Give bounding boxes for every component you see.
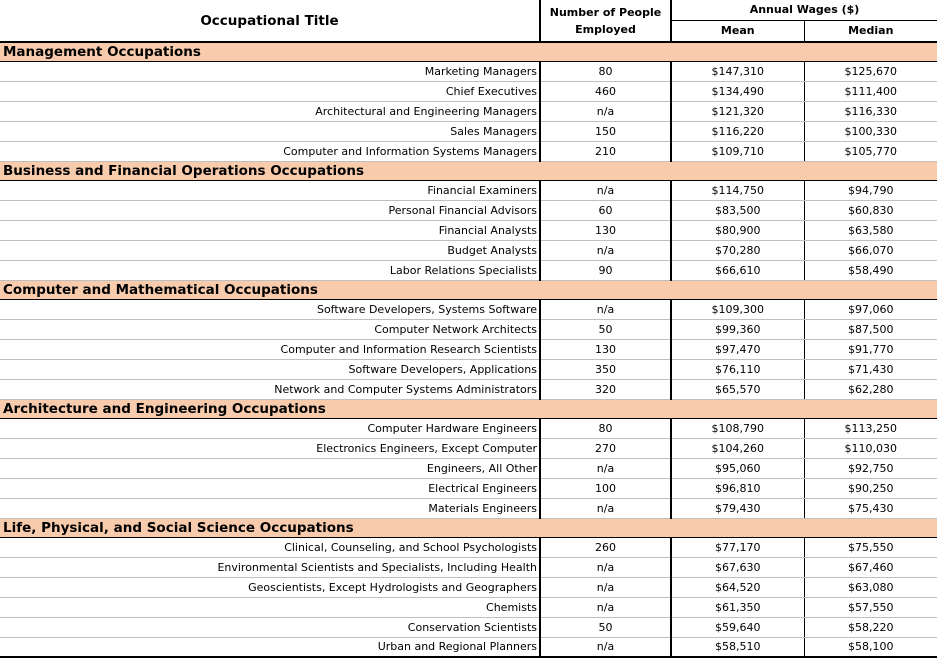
occupation-cell: Computer and Information Systems Managers <box>0 141 540 161</box>
table-row <box>0 339 937 359</box>
employed-cell: n/a <box>540 458 671 478</box>
table-row <box>0 299 937 319</box>
mean-wage-cell: $134,490 <box>671 81 804 101</box>
table-row <box>0 121 937 141</box>
category-label: Computer and Mathematical Occupations <box>0 280 937 299</box>
mean-wage-cell: $108,790 <box>671 418 804 438</box>
mean-wage-cell: $76,110 <box>671 359 804 379</box>
median-wage-cell: $113,250 <box>804 418 937 438</box>
column-header-occupational-title: Occupational Title <box>0 0 540 42</box>
occupation-cell: Network and Computer Systems Administrators <box>0 379 540 399</box>
employed-cell: 50 <box>540 319 671 339</box>
occupation-cell: Financial Examiners <box>0 180 540 200</box>
employed-cell: 130 <box>540 220 671 240</box>
median-wage-cell: $91,770 <box>804 339 937 359</box>
table-row <box>0 359 937 379</box>
median-wage-cell: $58,490 <box>804 260 937 280</box>
table-row <box>0 617 937 637</box>
occupation-cell: Conservation Scientists <box>0 617 540 637</box>
category-label: Architecture and Engineering Occupations <box>0 399 937 418</box>
occupation-cell: Environmental Scientists and Specialists, Including Health <box>0 557 540 577</box>
column-header-annual-wages: Annual Wages ($) <box>671 0 937 20</box>
category-label: Life, Physical, and Social Science Occupations <box>0 518 937 537</box>
employed-cell: 90 <box>540 260 671 280</box>
mean-wage-cell: $99,360 <box>671 319 804 339</box>
table-row <box>0 220 937 240</box>
mean-wage-cell: $70,280 <box>671 240 804 260</box>
mean-wage-cell: $77,170 <box>671 537 804 557</box>
mean-wage-cell: $97,470 <box>671 339 804 359</box>
occupation-cell: Software Developers, Applications <box>0 359 540 379</box>
median-wage-cell: $92,750 <box>804 458 937 478</box>
median-wage-cell: $75,430 <box>804 498 937 518</box>
occupation-cell: Computer and Information Research Scientists <box>0 339 540 359</box>
mean-wage-cell: $104,260 <box>671 438 804 458</box>
employed-cell: n/a <box>540 498 671 518</box>
mean-wage-cell: $95,060 <box>671 458 804 478</box>
median-wage-cell: $105,770 <box>804 141 937 161</box>
employed-cell: 130 <box>540 339 671 359</box>
table-row <box>0 557 937 577</box>
category-row <box>0 399 937 418</box>
employed-cell: n/a <box>540 577 671 597</box>
occupation-cell: Geoscientists, Except Hydrologists and Geographers <box>0 577 540 597</box>
table-row <box>0 319 937 339</box>
median-wage-cell: $90,250 <box>804 478 937 498</box>
table-row <box>0 101 937 121</box>
table-row <box>0 478 937 498</box>
employed-cell: n/a <box>540 637 671 657</box>
mean-wage-cell: $121,320 <box>671 101 804 121</box>
median-wage-cell: $58,220 <box>804 617 937 637</box>
mean-wage-cell: $109,710 <box>671 141 804 161</box>
mean-wage-cell: $147,310 <box>671 61 804 81</box>
median-wage-cell: $94,790 <box>804 180 937 200</box>
employed-cell: 270 <box>540 438 671 458</box>
median-wage-cell: $60,830 <box>804 200 937 220</box>
table-row <box>0 180 937 200</box>
table-row <box>0 418 937 438</box>
table-row <box>0 537 937 557</box>
mean-wage-cell: $114,750 <box>671 180 804 200</box>
occupation-cell: Engineers, All Other <box>0 458 540 478</box>
employed-cell: n/a <box>540 101 671 121</box>
occupation-cell: Chief Executives <box>0 81 540 101</box>
median-wage-cell: $57,550 <box>804 597 937 617</box>
mean-wage-cell: $61,350 <box>671 597 804 617</box>
mean-wage-cell: $83,500 <box>671 200 804 220</box>
employed-cell: 60 <box>540 200 671 220</box>
mean-wage-cell: $64,520 <box>671 577 804 597</box>
column-header-mean: Mean <box>671 20 804 42</box>
table-row <box>0 141 937 161</box>
occupation-cell: Marketing Managers <box>0 61 540 81</box>
median-wage-cell: $62,280 <box>804 379 937 399</box>
column-header-number-employed: Number of People Employed <box>540 0 671 42</box>
employed-cell: 350 <box>540 359 671 379</box>
median-wage-cell: $100,330 <box>804 121 937 141</box>
mean-wage-cell: $79,430 <box>671 498 804 518</box>
table-row <box>0 498 937 518</box>
median-wage-cell: $125,670 <box>804 61 937 81</box>
employed-cell: 320 <box>540 379 671 399</box>
table-row <box>0 577 937 597</box>
employed-cell: 260 <box>540 537 671 557</box>
employed-cell: n/a <box>540 180 671 200</box>
mean-wage-cell: $59,640 <box>671 617 804 637</box>
mean-wage-cell: $65,570 <box>671 379 804 399</box>
table-body <box>0 42 937 657</box>
occupation-cell: Financial Analysts <box>0 220 540 240</box>
table-row <box>0 458 937 478</box>
mean-wage-cell: $80,900 <box>671 220 804 240</box>
occupation-cell: Urban and Regional Planners <box>0 637 540 657</box>
employed-cell: 150 <box>540 121 671 141</box>
table-row <box>0 200 937 220</box>
employed-cell: n/a <box>540 597 671 617</box>
employed-cell: 210 <box>540 141 671 161</box>
table-row <box>0 637 937 657</box>
occupation-cell: Budget Analysts <box>0 240 540 260</box>
occupation-cell: Software Developers, Systems Software <box>0 299 540 319</box>
table-row <box>0 260 937 280</box>
median-wage-cell: $75,550 <box>804 537 937 557</box>
median-wage-cell: $67,460 <box>804 557 937 577</box>
median-wage-cell: $58,100 <box>804 637 937 657</box>
occupation-cell: Materials Engineers <box>0 498 540 518</box>
median-wage-cell: $87,500 <box>804 319 937 339</box>
mean-wage-cell: $109,300 <box>671 299 804 319</box>
median-wage-cell: $63,580 <box>804 220 937 240</box>
median-wage-cell: $63,080 <box>804 577 937 597</box>
employed-cell: n/a <box>540 557 671 577</box>
occupation-cell: Architectural and Engineering Managers <box>0 101 540 121</box>
mean-wage-cell: $116,220 <box>671 121 804 141</box>
occupation-cell: Labor Relations Specialists <box>0 260 540 280</box>
table-row <box>0 81 937 101</box>
occupation-cell: Electronics Engineers, Except Computer <box>0 438 540 458</box>
occupation-cell: Computer Network Architects <box>0 319 540 339</box>
median-wage-cell: $110,030 <box>804 438 937 458</box>
table-row <box>0 438 937 458</box>
median-wage-cell: $116,330 <box>804 101 937 121</box>
employed-cell: 460 <box>540 81 671 101</box>
employed-cell: n/a <box>540 299 671 319</box>
category-row <box>0 518 937 537</box>
occupation-cell: Computer Hardware Engineers <box>0 418 540 438</box>
occupation-cell: Clinical, Counseling, and School Psychologists <box>0 537 540 557</box>
occupation-cell: Personal Financial Advisors <box>0 200 540 220</box>
occupation-cell: Electrical Engineers <box>0 478 540 498</box>
table-row <box>0 379 937 399</box>
mean-wage-cell: $96,810 <box>671 478 804 498</box>
employed-cell: 80 <box>540 61 671 81</box>
median-wage-cell: $97,060 <box>804 299 937 319</box>
occupation-cell: Chemists <box>0 597 540 617</box>
employed-cell: 50 <box>540 617 671 637</box>
median-wage-cell: $66,070 <box>804 240 937 260</box>
category-row <box>0 42 937 61</box>
mean-wage-cell: $67,630 <box>671 557 804 577</box>
mean-wage-cell: $58,510 <box>671 637 804 657</box>
median-wage-cell: $111,400 <box>804 81 937 101</box>
employed-cell: n/a <box>540 240 671 260</box>
table-row <box>0 597 937 617</box>
employed-cell: 80 <box>540 418 671 438</box>
category-row <box>0 280 937 299</box>
category-label: Management Occupations <box>0 42 937 61</box>
table-row <box>0 240 937 260</box>
employed-cell: 100 <box>540 478 671 498</box>
mean-wage-cell: $66,610 <box>671 260 804 280</box>
occupation-cell: Sales Managers <box>0 121 540 141</box>
table-row <box>0 61 937 81</box>
category-row <box>0 161 937 180</box>
column-header-median: Median <box>804 20 937 42</box>
category-label: Business and Financial Operations Occupations <box>0 161 937 180</box>
median-wage-cell: $71,430 <box>804 359 937 379</box>
